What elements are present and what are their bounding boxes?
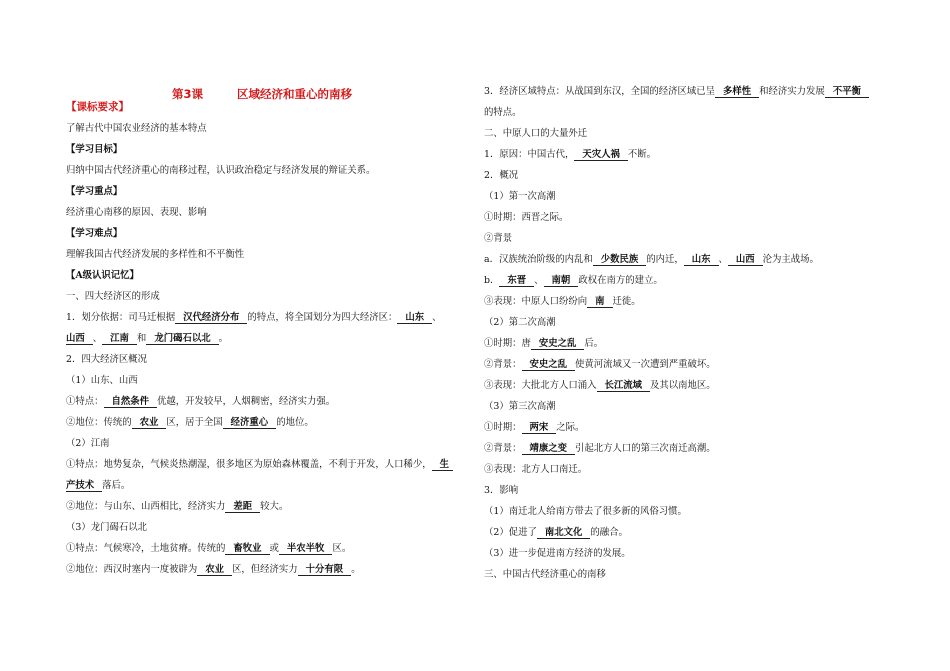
line-text: ②背景	[484, 233, 513, 244]
line-text: ③表现：北方人口南迁。	[484, 464, 588, 475]
subheading: （3）龙门碣石以北	[66, 522, 147, 533]
heading-2: 2．四大经济区概况	[66, 354, 147, 365]
section-zhongdian: 【学习重点】	[66, 186, 123, 197]
heading-3: 三、中国古代经济重心的南移	[484, 569, 606, 580]
line-text: 和经济实力发展	[759, 86, 825, 97]
fill-line	[484, 148, 656, 162]
line-text: 。	[351, 564, 361, 575]
line-text: 的内迁，	[646, 254, 684, 265]
blank-answer: 畜牧业	[225, 543, 269, 555]
fill-line	[66, 458, 453, 472]
line-text: 3．经济区域特点：从战国到东汉，全国的经济区域已呈	[484, 86, 715, 97]
line-text: ③表现：大批北方人口涌入	[484, 380, 597, 391]
blank-answer: 产技术	[66, 480, 102, 492]
line-text: （2）促进了	[484, 527, 537, 538]
line-text: 后。	[584, 338, 604, 349]
line-text: 区。	[332, 543, 352, 554]
fill-line	[484, 379, 716, 393]
fill-line	[484, 85, 869, 99]
fill-line	[484, 274, 663, 288]
line-text: 的地位。	[276, 417, 314, 428]
blank-answer: 半农半牧	[279, 543, 333, 555]
line-text: （1）南迁北人给南方带去了很多新的风俗习惯。	[484, 506, 687, 517]
line-text: 较大。	[260, 501, 289, 512]
zhongdian-text: 经济重心南移的原因、表现、影响	[66, 207, 207, 218]
blank-answer: 不平衡	[825, 86, 869, 98]
fill-line	[484, 295, 641, 309]
blank-answer: 山东	[397, 312, 432, 324]
line-text: （3）进一步促进南方经济的发展。	[484, 548, 631, 559]
blank-answer: 龙门碣石以北	[146, 333, 218, 345]
blank-answer: 南朝	[544, 275, 579, 287]
line-text: 和	[136, 333, 147, 344]
blank-answer: 山西	[728, 254, 763, 266]
line-text: 、	[534, 275, 544, 286]
kebiao-text: 了解古代中国农业经济的基本特点	[66, 123, 207, 134]
blank-answer: 自然条件	[104, 396, 158, 408]
line-text: 1．原因：中国古代，	[484, 149, 575, 160]
line-text: 的特点。	[484, 107, 522, 118]
line-text: 的特点，将全国划分为四大经济区：	[247, 312, 398, 323]
line-text: b．	[484, 275, 500, 286]
line-text: ①时期：唐	[484, 338, 531, 349]
line-text: 1．划分依据：司马迁根据	[66, 312, 176, 323]
line-text: ①特点：气候寒冷，土地贫瘠。传统的	[66, 543, 226, 554]
blank-answer: 山西	[66, 333, 93, 345]
blank-answer: 两宋	[522, 422, 557, 434]
line-text: a．汉族统治阶级的内乱和	[484, 254, 593, 265]
line-text: ①特点：	[66, 396, 104, 407]
fill-line	[66, 416, 314, 430]
fill-line	[66, 500, 288, 514]
line-text: 之际。	[556, 422, 585, 433]
lesson-name: 区域经济和重心的南移	[237, 87, 353, 101]
blank-answer: 多样性	[715, 86, 759, 98]
line-text: ①特点：地势复杂，气候炎热潮湿，很多地区为原始森林覆盖，不利于开发，人口稀少，	[66, 459, 432, 470]
blank-answer: 山东	[684, 254, 719, 266]
line-text: 迁徙。	[612, 296, 641, 307]
blank-answer: 汉代经济分布	[175, 312, 247, 324]
line-text: 区，但经济实力	[232, 564, 298, 575]
line-text: 及其以南地区。	[650, 380, 716, 391]
fill-line	[484, 253, 819, 267]
line-text: ③表现：中原人口纷纷向	[484, 296, 588, 307]
line-text: 优越，开发较早，人烟稠密，经济实力强。	[157, 396, 336, 407]
nandian-text: 理解我国古代经济发展的多样性和不平衡性	[66, 249, 245, 260]
fill-line	[484, 421, 584, 435]
subheading: （2）江南	[66, 438, 110, 449]
blank-answer: 长江流域	[597, 380, 651, 392]
line-text: ①时期：西晋之际。	[484, 212, 569, 223]
line-text: 落后。	[102, 480, 131, 491]
subheading: （3）第三次高潮	[484, 401, 556, 412]
subheading: （2）第二次高潮	[484, 317, 556, 328]
blank-answer: 生	[432, 459, 453, 471]
fill-line	[66, 311, 442, 325]
section-nandian: 【学习难点】	[66, 228, 123, 239]
line-text: 的融合。	[590, 527, 628, 538]
lesson-title	[172, 86, 352, 102]
line-text: ②地位：与山东、山西相比，经济实力	[66, 501, 226, 512]
line-text: 沦为主战场。	[762, 254, 819, 265]
blank-answer: 经济重心	[223, 417, 277, 429]
blank-answer: 天灾人祸	[574, 149, 628, 161]
subheading: （1）山东、山西	[66, 375, 138, 386]
lesson-number: 第3课	[172, 87, 204, 101]
blank-answer: 安史之乱	[522, 359, 576, 371]
blank-answer: 江南	[102, 333, 137, 345]
mubiao-text: 归纳中国古代经济重心的南移过程，认识政治稳定与经济发展的辩证关系。	[66, 165, 376, 176]
section-mubiao: 【学习目标】	[66, 144, 123, 155]
line-text: 或	[269, 543, 279, 554]
fill-line	[66, 479, 130, 493]
fill-line	[484, 526, 628, 540]
heading-1: 一、四大经济区的形成	[66, 291, 160, 302]
fill-line	[66, 395, 335, 409]
line-text: 引起北方人口的第三次南迁高潮。	[575, 443, 716, 454]
line-text: ②背景：	[484, 443, 522, 454]
section-kebiao: 【课标要求】	[66, 101, 129, 113]
line-text: 。	[218, 333, 228, 344]
blank-answer: 南	[587, 296, 612, 308]
fill-line	[484, 337, 603, 351]
line-text: ②背景：	[484, 359, 522, 370]
blank-answer: 东晋	[499, 275, 534, 287]
blank-answer: 农业	[197, 564, 232, 576]
subheading: （1）第一次高潮	[484, 191, 556, 202]
fill-line	[66, 542, 351, 556]
blank-answer: 少数民族	[593, 254, 647, 266]
heading-2: 二、中原人口的大量外迁	[484, 128, 588, 139]
blank-answer: 农业	[132, 417, 167, 429]
fill-line	[484, 442, 716, 456]
fill-line	[66, 332, 228, 346]
blank-answer: 差距	[225, 501, 260, 513]
line-text: 、	[432, 312, 442, 323]
subheading: 3．影响	[484, 485, 519, 496]
line-text: 不断。	[627, 149, 656, 160]
subheading: 2．概况	[484, 170, 519, 181]
blank-answer: 南北文化	[537, 527, 591, 539]
line-text: 、	[92, 333, 103, 344]
line-text: ②地位：西汉时塞内一度被辟为	[66, 564, 198, 575]
line-text: 、	[718, 254, 728, 265]
line-text: 使黄河流域又一次遭到严重破坏。	[575, 359, 716, 370]
line-text: 区，居于全国	[166, 417, 223, 428]
blank-answer: 安史之乱	[531, 338, 585, 350]
fill-line	[66, 563, 361, 577]
section-ajiji: 【A级认识记忆】	[66, 270, 139, 281]
fill-line	[484, 358, 716, 372]
line-text: ①时期：	[484, 422, 522, 433]
line-text: ②地位：传统的	[66, 417, 132, 428]
line-text: 政权在南方的建立。	[578, 275, 663, 286]
blank-answer: 十分有限	[298, 564, 352, 576]
blank-answer: 靖康之变	[522, 443, 576, 455]
